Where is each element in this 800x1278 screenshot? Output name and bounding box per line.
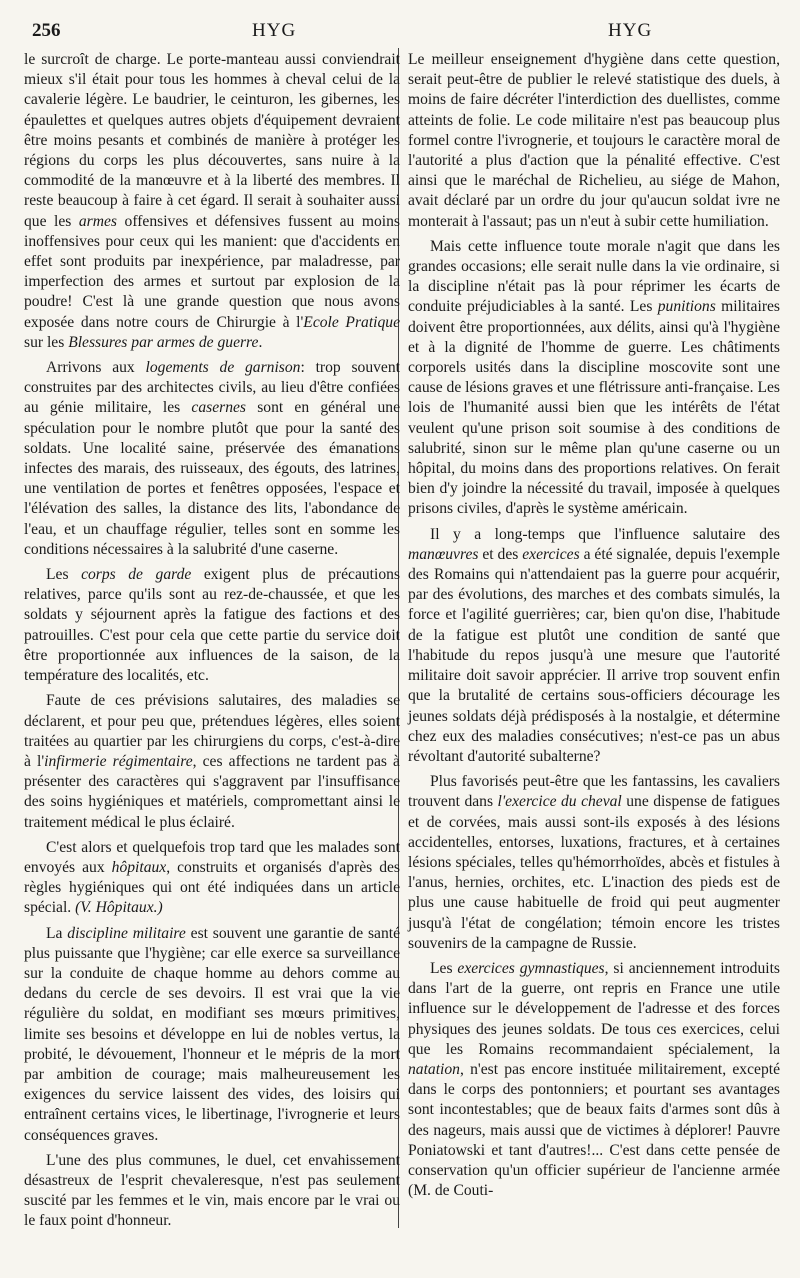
text-run: Le meilleur enseignement d'hygiène dans cette question, serait peut-être de publier le relevé statistique des duels, à moins de faire décréter l'interdiction des duellistes, comme atteints de folie. Le code militaire n'est pas beaucoup plus formel contre l'ivrognerie, et toujours le caractère moral de l'autorité a plus d'action que la pénalité effective. C'est ainsi que le maréchal de Richelieu, au siége de Mahon, avait déclaré par un ordre du jour qu'aucun soldat ivre ne monterait à l'assaut; pas un n'eut à subir cette humiliation. <box>408 51 780 230</box>
italic-term: punitions <box>657 298 716 316</box>
text-run: sont en général une spéculation pour le nombre plutôt que pour la santé des soldats. Une localité saine, préservée des émanations infectes des marais, des ruisseaux, des égouts, des latrines, une ventilation de portes et fenêtres opposées, l'espace et l'élévation des salles, la distance des lits, l'abondance de l'eau, et un chauffage régulier, telles sont en somme les conditions nécessaires à la salubrité d'une caserne. <box>24 399 400 558</box>
italic-term: corps de garde <box>81 566 192 584</box>
text-run: militaires doivent être proportionnées, aux délits, ainsi qu'à l'hygiène et à la dignité de l'homme de guerre. Les châtiments corporels usités dans la discipline moscovite sont une cause de lésions graves et une flétrissure anti-française. Les lois de l'humanité aussi bien que les intérêts de l'état veulent qu'une prison soit soumise à des conditions de salubrité, sinon sur le même plan qu'une caserne ou un hôpital, du moins dans des proportions relatives. On ferait bien d'y joindre la nécessité du travail, imposée à quelques prisons civiles, d'après le système américain. <box>408 298 780 518</box>
text-run: Arrivons aux <box>46 359 146 377</box>
paragraph <box>24 691 400 832</box>
running-title-left: HYG <box>252 20 297 41</box>
text-run: , si anciennement introduits dans l'art de la guerre, ont repris en France une utile influence sur le développement de l'adresse et des forces physiques des jeunes soldats. De tous ces exercices, celui que les Romains recommandaient spécialement, la <box>408 959 780 1058</box>
italic-term: l'exercice du cheval <box>497 793 622 811</box>
italic-term: discipline militaire <box>67 924 186 942</box>
text-run: sur les <box>24 333 69 351</box>
paragraph <box>24 1151 400 1232</box>
text-run: a été signalée, depuis l'exemple des Romains qui n'attendaient pas la guerre pour acquérir, par des évolutions, des marches et des combats simulés, la force et l'agilité guerrières; car, bien qu'on dise, l'habitude de la fatigue est plutôt une condition de santé que l'habitude du repos jusqu'à une mesure que l'autorité militaire doit savoir apprécier. Il arrive trop souvent enfin que la brutalité de certains sous-officiers décourage les jeunes soldats déjà prédisposés à la nostalgie, et détermine chez eux des maladies consécutives; n'est-ce pas un abus révoltant d'autorité subalterne? <box>408 545 780 765</box>
text-run: exigent plus de précautions relatives, parce qu'ils sont au rez-de-chaussée, et que les soldats y séjournent après la fatigue des factions et des patrouilles. C'est pour cela que cette partie du service doit être proportionnée aux influences de la saison, de la température des localités, etc. <box>24 566 400 685</box>
text-run: offensives et défensives fussent au moins inoffensives pour ceux qui les manient: que d'accidents en effet sont produits par inexpérience, par maladresse, par imperfection des armes et surtout par explosion de la poudre! C'est là une grande question que nous avons exposée dans notre cours de Chirurgie à l' <box>24 212 400 331</box>
paragraph <box>408 237 780 520</box>
paragraph <box>24 50 400 353</box>
text-run: le surcroît de charge. Le porte-manteau aussi conviendrait mieux s'il était pour tous les hommes à cheval celui de la cavalerie légère. Le baudrier, le ceinturon, les gibernes, les épaulettes et quelques autres objets d'équipement devraient être moins pesants et combinés de manière à protéger les régions du corps les plus découvertes, sans nuire à la commodité de la manœuvre et à la liberté des membres. Il reste beaucoup à faire à cet égard. Il serait à souhaiter aussi que les <box>24 51 400 230</box>
paragraph <box>408 525 780 767</box>
italic-term: natation <box>408 1060 460 1078</box>
paragraph <box>408 959 780 1201</box>
text-run: Mais cette influence toute morale n'agit que dans les grandes occasions; elle serait nulle dans la vie ordinaire, si la discipline n'était pas là pour réprimer les écarts de conduite préjudiciables à la santé. Les <box>408 237 780 316</box>
text-run: , construits et organisés d'après des règles hygiéniques qui ont été indiquées dans un article spécial. <box>24 858 400 917</box>
italic-term: exercices gymnastiques <box>457 959 605 977</box>
italic-term: exercices <box>522 545 580 563</box>
italic-term: (V. Hôpitaux.) <box>75 899 163 917</box>
left-column <box>24 50 400 1237</box>
page-number: 256 <box>32 20 61 41</box>
italic-term: Ecole Pratique <box>303 313 400 331</box>
italic-term: infirmerie régimentaire <box>44 752 193 770</box>
text-run: Faute de ces prévisions salutaires, des maladies se déclarent, et pour peu que, prétendues légères, elles soient traitées au quartier par les chirurgiens du corps, c'est-à-dire à l' <box>24 692 400 770</box>
text-run: C'est alors et quelquefois trop tard que les malades sont envoyés aux <box>24 838 400 876</box>
page-header <box>20 18 780 44</box>
text-run: une dispense de fatigues et de corvées, mais aussi sont-ils exposés à des lésions accidentelles, entorses, luxations, fractures, et à certaines lésions spéciales, telles qu'hémorrhoïdes, abcès et fistules à l'anus, hernies, orchites, etc. L'inaction des pieds est de plus une cause habituelle de froid qui peut augmenter jusqu'à l'état de congélation; témoin encore les tristes souvenirs de la campagne de Russie. <box>408 793 780 952</box>
paragraph <box>24 565 400 686</box>
text-run: Il y a long-temps que l'influence salutaire des <box>430 525 780 543</box>
text-run: Les <box>46 566 82 584</box>
text-run: , ces affections ne tardent pas à présenter des caractères qui s'aggravent par l'insuffisance des soins hygiéniques et matériels, compromettant ainsi le traitement médical le plus éclairé. <box>24 752 400 831</box>
italic-term: armes <box>78 212 117 230</box>
text-run: . <box>258 333 263 351</box>
paragraph <box>408 772 780 954</box>
italic-term: manœuvres <box>408 545 479 563</box>
text-run: , n'est pas encore instituée militairement, excepté dans le corps des pontonniers; et pourtant ses avantages sont incontestables; que de beaux faits d'armes sont dûs à des nageurs, mais aussi que de victimes à déplorer! Pauvre Poniatowski et tant d'autres!... C'est dans cette pensée de conservation qu'un officier supérieur de l'ancienne armée (M. de Couti- <box>408 1060 780 1200</box>
paragraph <box>24 924 400 1146</box>
text-run: est souvent une garantie de santé plus puissante que l'hygiène; car elle exerce sa surveillance sur la conduite de chaque homme au dehors comme au dedans du cercle de ses devoirs. Il est vrai que la vie régulière du soldat, en modifiant ses mœurs primitives, limite ses besoins et développe en lui de nobles vertus, la probité, le dévouement, l'honneur et le mépris de la mort par ambition de courage; mais malheureusement les exigences du service laissent des vides, des loisirs qui entraînent certains vices, le libertinage, l'ivrognerie et leurs conséquences graves. <box>24 924 400 1144</box>
text-run: : trop souvent construites par des architectes civils, au lieu d'être confiées au génie militaire, les <box>24 359 400 417</box>
text-run: La <box>46 924 68 942</box>
text-run: L'une des plus communes, le duel, cet envahissement désastreux de l'esprit chevaleresque, n'est pas seulement suscité par les femmes et le vin, mais encore par le vrai ou le faux point d'honneur. <box>24 1151 400 1230</box>
paragraph <box>408 50 780 232</box>
running-title-right: HYG <box>608 20 653 41</box>
right-column <box>408 50 780 1206</box>
paragraph <box>24 838 400 919</box>
text-run: Plus favorisés peut-être que les fantassins, les cavaliers trouvent dans <box>408 773 780 811</box>
text-run: et des <box>478 545 523 563</box>
italic-term: logements de garnison <box>145 359 301 377</box>
italic-term: Blessures par armes de guerre <box>68 333 259 351</box>
italic-term: hôpitaux <box>111 858 167 876</box>
text-run: Les <box>430 959 458 977</box>
paragraph <box>24 358 400 560</box>
italic-term: casernes <box>191 399 246 417</box>
